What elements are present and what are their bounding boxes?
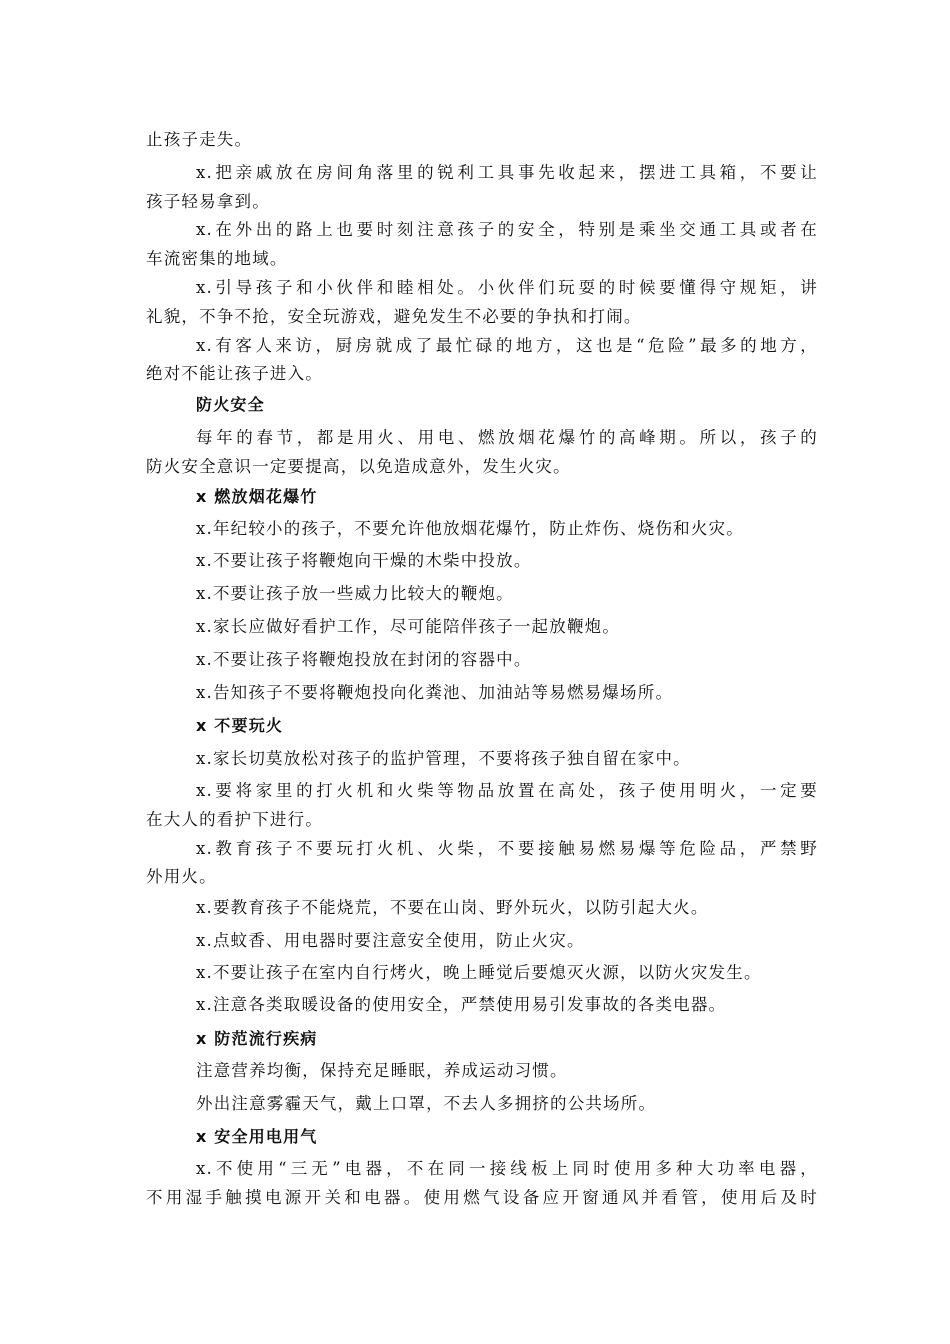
list-item: x.注意各类取暖设备的使用安全，严禁使用易引发事故的各类电器。 xyxy=(196,995,727,1014)
section-heading: x 防范流行疾病 xyxy=(196,1029,318,1048)
paragraph-line: 止孩子走失。 xyxy=(146,130,253,149)
list-item: x.家长应做好看护工作，尽可能陪伴孩子一起放鞭炮。 xyxy=(196,617,621,636)
list-item: x.要教育孩子不能烧荒，不要在山岗、野外玩火，以防引起大火。 xyxy=(196,898,709,917)
paragraph-line: x.要将家里的打火机和火柴等物品放置在高处，孩子使用明火，一定要 xyxy=(196,781,818,800)
section-heading: x 不要玩火 xyxy=(196,716,284,735)
paragraph-line: 防火安全意识一定要提高，以免造成意外，发生火灾。 xyxy=(146,457,571,476)
paragraph-line: 礼貌，不争不抢，安全玩游戏，避免发生不必要的争执和打闹。 xyxy=(146,307,642,326)
paragraph-line: 外用火。 xyxy=(146,867,217,886)
paragraph-line: x.有客人来访，厨房就成了最忙碌的地方，这也是“危险”最多的地方， xyxy=(196,336,818,355)
section-heading: x 安全用电用气 xyxy=(196,1127,318,1146)
paragraph-line: 车流密集的地域。 xyxy=(146,249,288,268)
paragraph-line: 绝对不能让孩子进入。 xyxy=(146,364,323,383)
paragraph-line: 在大人的看护下进行。 xyxy=(146,810,323,829)
paragraph-line: x.引导孩子和小伙伴和睦相处。小伙伴们玩耍的时候要懂得守规矩，讲 xyxy=(196,278,818,297)
list-item: x.点蚊香、用电器时要注意安全使用，防止火灾。 xyxy=(196,931,585,950)
paragraph-line: x.教育孩子不要玩打火机、火柴，不要接触易燃易爆等危险品，严禁野 xyxy=(196,839,818,858)
list-item: x.家长切莫放松对孩子的监护管理，不要将孩子独自留在家中。 xyxy=(196,749,691,768)
paragraph-line: 外出注意雾霾天气，戴上口罩，不去人多拥挤的公共场所。 xyxy=(196,1094,657,1113)
section-heading: x 燃放烟花爆竹 xyxy=(196,487,318,506)
paragraph-line: x.把亲戚放在房间角落里的锐利工具事先收起来，摆进工具箱，不要让 xyxy=(196,163,818,182)
list-item: x.不要让孩子放一些威力比较大的鞭炮。 xyxy=(196,584,514,603)
paragraph-line: 不用湿手触摸电源开关和电器。使用燃气设备应开窗通风并看管，使用后及时 xyxy=(146,1188,818,1207)
list-item: x.告知孩子不要将鞭炮投向化粪池、加油站等易燃易爆场所。 xyxy=(196,683,674,702)
paragraph-line: 注意营养均衡，保持充足睡眠，养成运动习惯。 xyxy=(196,1061,568,1080)
list-item: x.不要让孩子在室内自行烤火，晚上睡觉后要熄灭火源，以防火灾发生。 xyxy=(196,963,762,982)
list-item: x.不要让孩子将鞭炮投放在封闭的容器中。 xyxy=(196,650,532,669)
paragraph-line: x.在外出的路上也要时刻注意孩子的安全，特别是乘坐交通工具或者在 xyxy=(196,220,818,239)
list-item: x.年纪较小的孩子，不要允许他放烟花爆竹，防止炸伤、烧伤和火灾。 xyxy=(196,519,744,538)
section-heading: 防火安全 xyxy=(196,395,265,414)
paragraph-line: 每年的春节，都是用火、用电、燃放烟花爆竹的高峰期。所以，孩子的 xyxy=(196,428,818,447)
list-item: x.不要让孩子将鞭炮向干燥的木柴中投放。 xyxy=(196,551,532,570)
paragraph-line: x.不使用“三无”电器，不在同一接线板上同时使用多种大功率电器， xyxy=(196,1159,818,1178)
paragraph-line: 孩子轻易拿到。 xyxy=(146,192,270,211)
